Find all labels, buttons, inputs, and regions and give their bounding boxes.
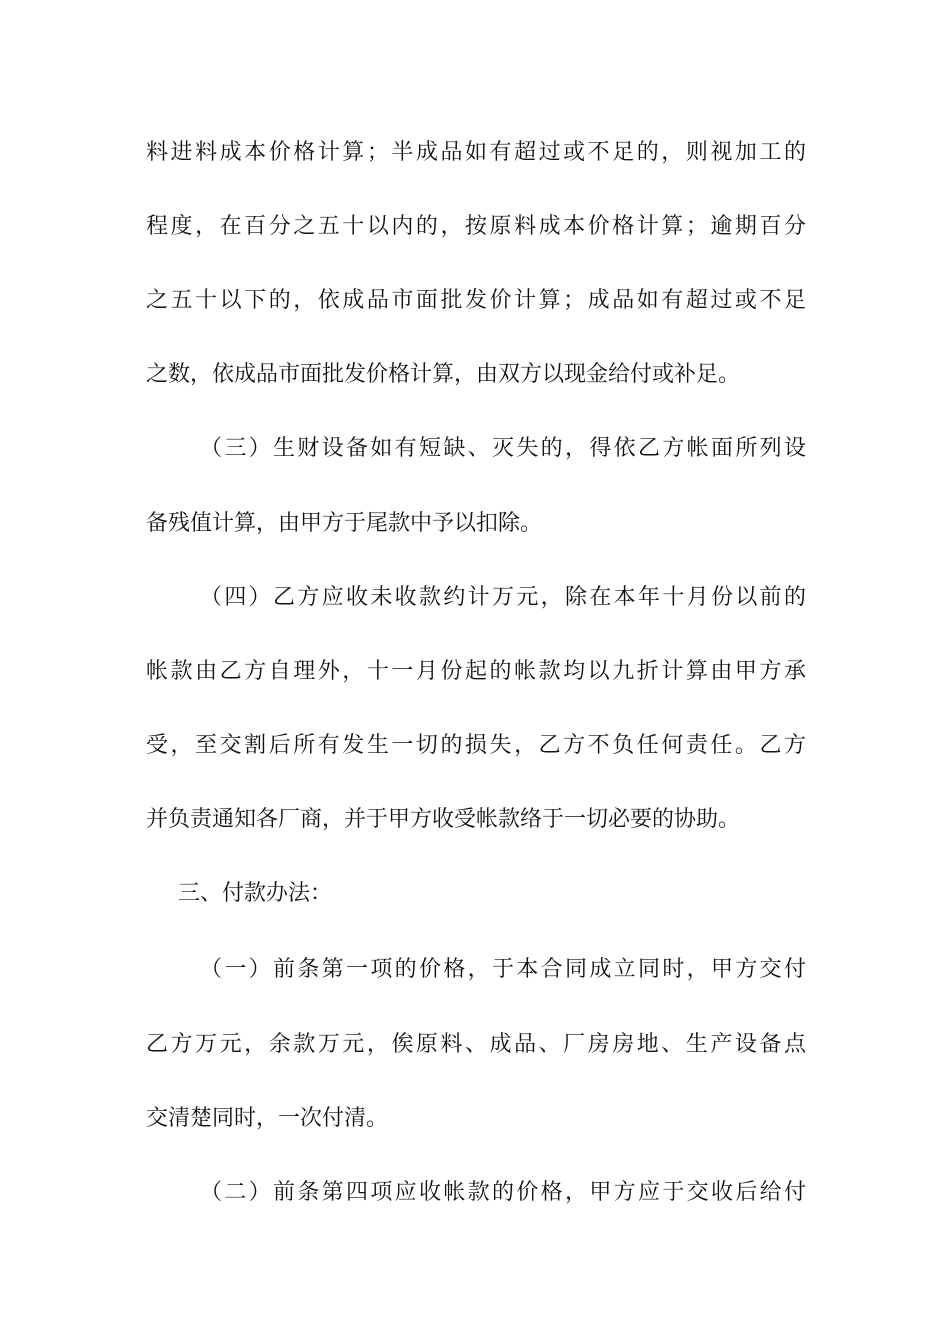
text-line: 并负责通知各厂商，并于甲方收受帐款络于一切必要的协助。 bbox=[146, 807, 741, 832]
text-line: （二）前条第四项应收帐款的价格，甲方应于交收后给付 bbox=[200, 1180, 806, 1205]
text-line: 乙方万元，余款万元，俟原料、成品、厂房房地、生产设备点 bbox=[146, 1032, 806, 1057]
text-line: 备残值计算，由甲方于尾款中予以扣除。 bbox=[146, 511, 543, 536]
text-line: （三）生财设备如有短缺、灭失的，得依乙方帐面所列设 bbox=[200, 436, 806, 461]
text-line: （四）乙方应收未收款约计万元，除在本年十月份以前的 bbox=[200, 585, 806, 610]
text-line: 程度，在百分之五十以内的，按原料成本价格计算；逾期百分 bbox=[146, 214, 806, 239]
text-line: 帐款由乙方自理外，十一月份起的帐款均以九折计算由甲方承 bbox=[146, 659, 806, 684]
text-line: （一）前条第一项的价格，于本合同成立同时，甲方交付 bbox=[200, 957, 806, 982]
text-line: 料进料成本价格计算；半成品如有超过或不足的，则视加工的 bbox=[146, 140, 806, 165]
text-line: 交清楚同时，一次付清。 bbox=[146, 1106, 389, 1131]
text-line: 受，至交割后所有发生一切的损失，乙方不负任何责任。乙方 bbox=[146, 733, 806, 758]
text-line: 之数，依成品市面批发价格计算，由双方以现金给付或补足。 bbox=[146, 362, 741, 387]
text-line: 之五十以下的，依成品市面批发价计算；成品如有超过或不足 bbox=[146, 288, 806, 313]
section-heading: 三、付款办法： bbox=[178, 881, 333, 906]
